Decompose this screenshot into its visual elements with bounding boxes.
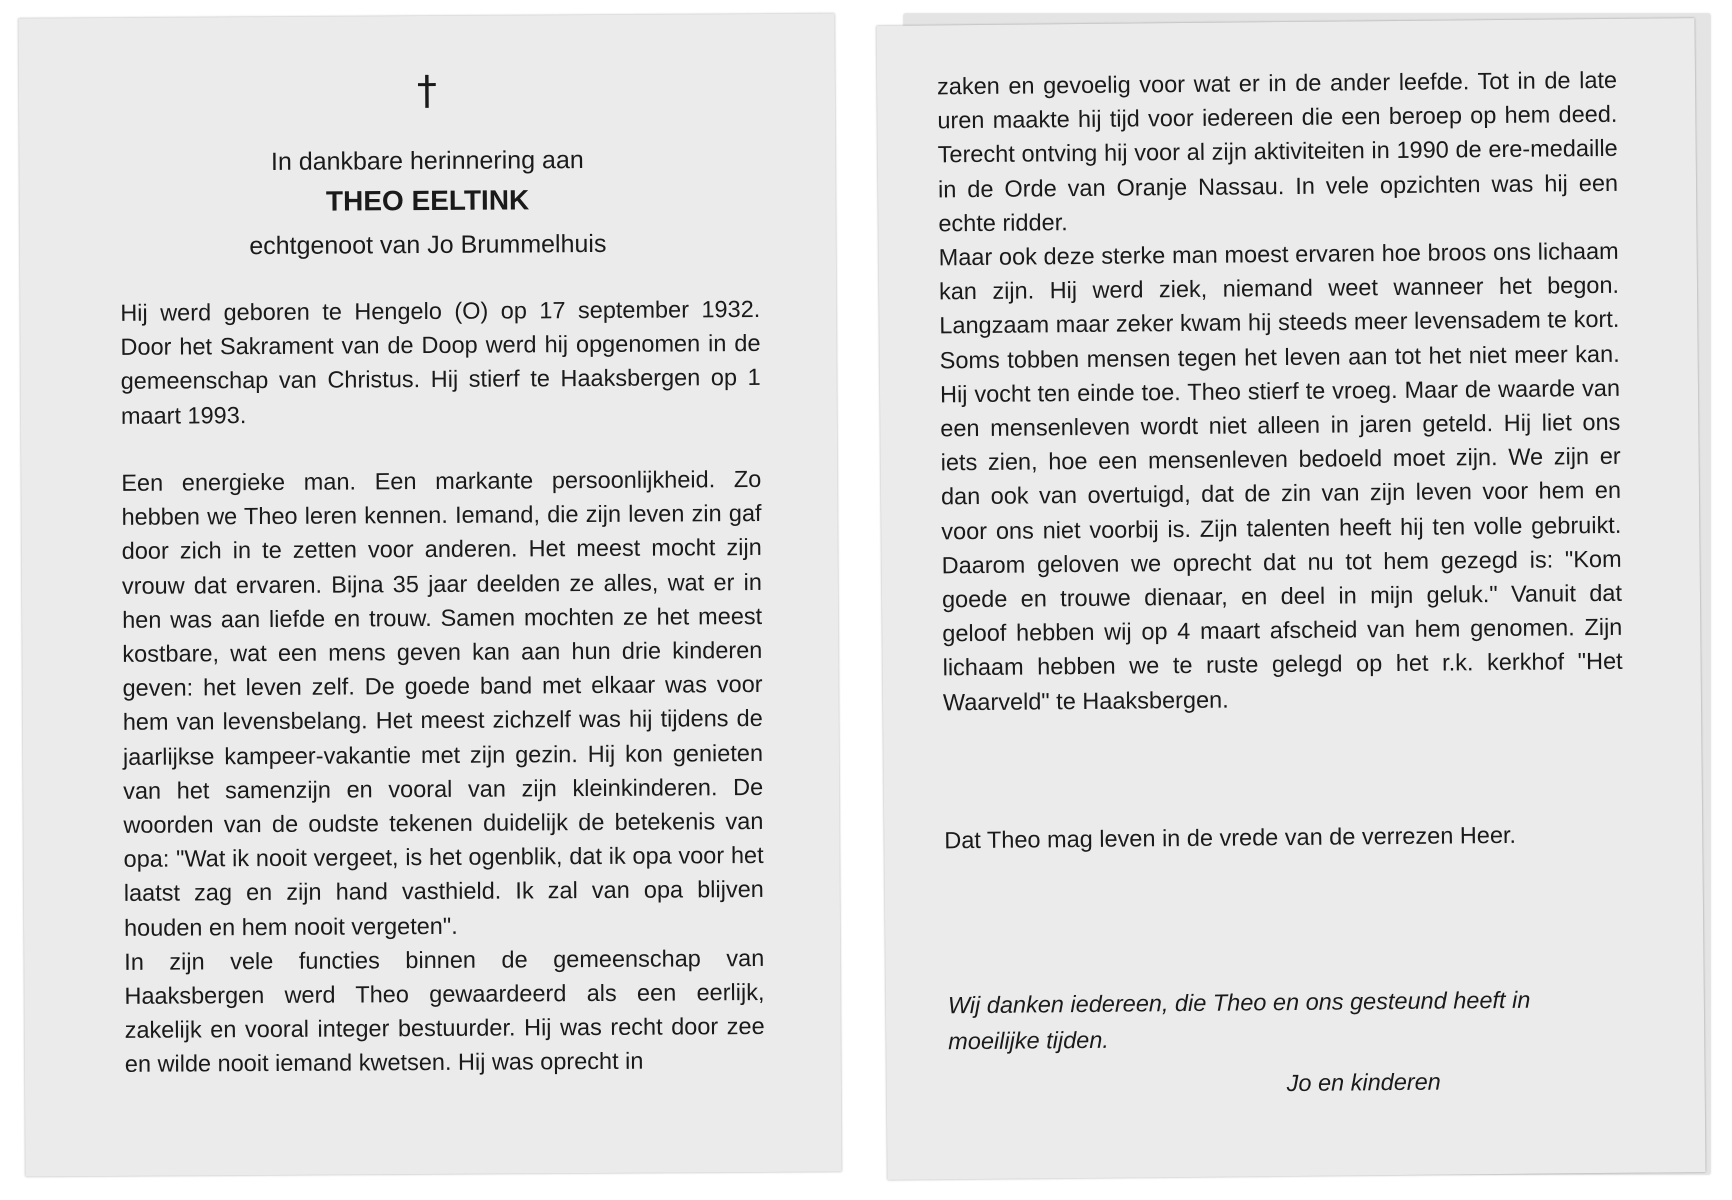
biography-block [121,462,765,1082]
continuation-block [937,63,1623,719]
left-card [18,14,841,1177]
character-paragraph: Een energieke man. Een markante persoonlijkheid. Zo hebben we Theo leren kennen. Iemand, die zijn leven zin gaf door zich in te zetten voor anderen. Het meest mocht zijn vrouw dat ervaren. Bijna 35 jaar deelden ze alles, wat er in hen was aan liefde en trouw. Samen mochten ze het meest kostbare, wat een mens geven kan aan hun drie kinderen geven: het leven zelf. De goede band met elkaar was voor hem van levensbelang. Het meest zichzelf was hij tijdens de jaarlijkse kampeer-vakantie met zijn gezin. Hij kon genieten van het samenzijn en vooral van zijn kleinkinderen. De woorden van de oudste tekenen duidelijk de betekenis van opa: "Wat ik nooit vergeet, is het ogenblik, dat ik opa voor het laatst zag en zijn hand vasthield. Ik zal van opa blijven houden en hem nooit vergeten". [121,465,764,941]
cross-symbol: † [416,67,438,115]
birth-death-paragraph: Hij werd geboren te Hengelo (O) op 17 september 1932. Door het Sakrament van de Doop werd hij opgenomen in de gemeenschap van Christus. Hij stierf te Haaksbergen op 1 maart 1993. [120,295,761,429]
spouse-line: echtgenoot van Jo Brummelhuis [249,229,607,261]
right-card [876,18,1705,1180]
thanks-text: Wij danken iedereen, die Theo en ons gesteund heeft in moeilijke tijden. [947,986,1531,1055]
functions-paragraph: In zijn vele functies binnen de gemeenschap van Haaksbergen werd Theo gewaardeerd als een eerlijk, zakelijk en vooral integer bestuurder. Hij was recht door zee en wilde nooit iemand kwetsen. Hij was oprecht in [124,944,765,1078]
intro-text: In dankbare herinnering aan [270,146,584,176]
deceased-name: THEO EELTINK [325,184,530,217]
prayer-line: Dat Theo mag leven in de vrede van de verrezen Heer. [944,821,1517,854]
illness-paragraph: Maar ook deze sterke man moest ervaren hoe broos ons lichaam kan zijn. Hij werd ziek, niemand weet wanneer het begon. Langzaam maar zeker kwam hij steeds meer levensadem te kort. Soms tobben mensen tegen het leven aan tot het niet meer kan. Hij vocht ten einde toe. Theo stierf te vroeg. Maar de waarde van een mensenleven wordt niet alleen in jaren geteld. Hij liet ons iets zien, hoe een mensenleven bedoeld moet zijn. We zijn er dan ook van overtuigd, dat de zin van zijn leven voor hem en voor ons niet voorbij is. Zijn talenten heeft hij ten volle gebruikt. Daarom geloven we oprecht dat nu tot hem gezegd is: "Kom goede en trouwe dienaar, en deel in mijn geluk." Vanuit dat geloof hebben wij op 4 maart afscheid van hem genomen. Zijn lichaam hebben we te ruste gelegd op het r.k. kerkhof "Het Waarveld" te Haaksbergen. [938,237,1623,716]
continuation-paragraph: zaken en gevoelig voor wat er in de ander leefde. Tot in de late uren maakte hij tijd voor iedereen die een beroep op hem deed. Terecht ontving hij voor al zijn aktiviteiten in 1990 de ere-medaille in de Orde van Oranje Nassau. In vele opzichten was hij een echte ridder. [936,66,1619,237]
signature: Jo en kinderen [1286,1068,1441,1097]
